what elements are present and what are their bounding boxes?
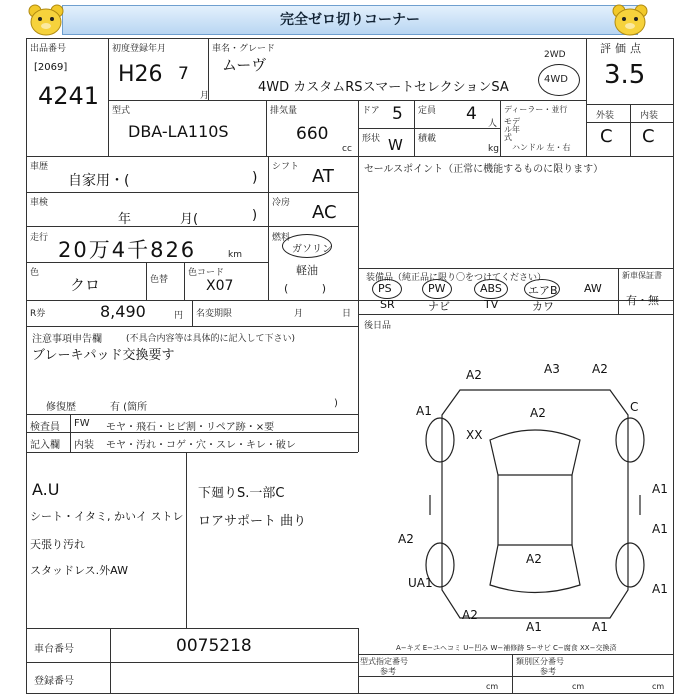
cm-unit: cm [486,682,499,691]
inspection-month: 月( [180,212,199,227]
model-year-label: モデル年式 [504,117,520,142]
equip-abs: ABS [480,282,502,295]
exterior-label: 外装 [596,111,615,121]
fuel-label: 燃料 [272,233,291,243]
equip-airbag: エアB [528,284,558,297]
remark-right-2: ロアサポート 曲り [198,514,307,529]
mark-a1-bottom: A1 [526,620,542,634]
model-designation-label: 型式指定番号 [360,657,408,666]
model-designation-ref: 参考 [380,667,396,676]
first-reg-era: H26 [118,62,163,87]
name-change-day: 日 [342,309,352,319]
lot-number: 4241 [38,82,100,110]
capacity-unit: 人 [488,119,498,129]
mileage-value: 20万4千826 [58,238,197,262]
fuel-gasoline: ガソリン [292,244,332,255]
chassis-value: 0075218 [176,636,252,656]
color-code-value: X07 [206,278,234,294]
inspection-year: 年 [118,212,132,227]
car-name: ムーヴ [222,56,267,74]
equip-circle-mark [474,279,508,299]
mark-a2-front: A2 [466,368,482,382]
registration-label: 登録番号 [34,676,74,687]
exterior-grade: C [600,126,613,147]
equip-tv: TV [484,298,499,311]
capacity-label: 定員 [418,106,437,116]
mark-a1-right: A1 [652,482,668,496]
drive-2wd: 2WD [544,50,566,60]
selling-points-label: セールスポイント（正常に機能するものに限ります） [364,164,604,175]
equip-aw: AW [584,282,602,295]
recycle-unit: 円 [174,311,184,321]
chassis-label: 車台番号 [34,644,74,655]
recycle-label: R券 [30,309,46,319]
banner-title: 完全ゼロ切りコーナー [62,5,638,35]
dealer-label: ディーラー・並行 [504,105,568,114]
shape-value: W [388,136,403,154]
mark-a1-front-left: A1 [416,404,432,418]
mark-a2-left: A2 [398,532,414,546]
equip-circle-mark [422,279,452,299]
equipment-label: 装備品（純正品に限り〇をつけてください） [366,273,547,283]
mark-a2-hood: A2 [530,406,546,420]
recycle-value: 8,490 [100,302,146,321]
name-change-month: 月 [294,309,304,319]
displacement-label: 排気量 [270,106,298,116]
equip-ps: PS [378,282,392,295]
mark-a2-bottom: A2 [462,608,478,622]
first-reg-unit: 月 [200,91,210,101]
equip-navi: ナビ [428,300,450,313]
first-reg-month: 7 [178,64,189,84]
aircon-value: AC [312,202,337,223]
mark-ua1: UA1 [408,576,433,590]
lot-code: [2069] [34,62,68,73]
mark-a2-rear: A2 [526,552,542,566]
remark-left-1: A.U [32,480,60,499]
loading-label: 積載 [418,134,437,144]
bear-mascot-icon [26,3,66,37]
score-value: 3.5 [604,60,646,90]
inspection-label: 車検 [30,198,49,208]
equip-leather: カワ [532,300,554,313]
notes-text: ブレーキパッド交換要す [32,348,175,363]
record-label: 記入欄 [30,440,60,451]
remark-right-1: 下廻りS.一部C [198,486,285,501]
color-code-label: 色コード [188,268,225,278]
model-value: DBA-LA110S [128,122,229,141]
capacity-value: 4 [466,104,477,124]
remark-left-3: 天張り汚れ [30,538,85,551]
interior-head: 内装 [74,440,94,451]
shift-label: シフト [272,162,300,172]
history-label: 車歴 [30,162,49,172]
warranty-label: 新車保証書 [622,271,662,280]
history-value: 自家用・( [68,173,130,189]
legend: A−キズ E−ユヘコミ U−凹み W−補修跡 S−サビ C−腐食 XX−交換済 [396,644,617,652]
model-label: 型式 [112,106,131,116]
inspection-close: ) [252,208,258,223]
lot-label: 出品番号 [30,44,67,54]
drive-4wd: 4WD [544,74,568,85]
mark-a1-rear-right: A1 [652,582,668,596]
first-reg-label: 初度登録年月 [112,44,167,54]
equip-pw: PW [428,282,446,295]
fw-head: FW [74,418,90,429]
category-label: 類別区分番号 [516,657,564,666]
fuel-other: ( ) [284,282,327,295]
bear-mascot-icon [610,3,650,37]
color-value: クロ [70,276,101,294]
doors-label: ドア [362,106,380,116]
remark-left-4: スタッドレス.外AW [30,564,128,577]
remark-left-2: シート・イタミ, かいイ ストレ [30,510,184,523]
shape-label: 形状 [362,134,381,144]
inspector-label: 検査員 [30,422,60,433]
mark-c: C [630,400,639,414]
cm-unit: cm [572,682,585,691]
name-change-label: 名変期限 [196,309,233,319]
mark-a1-right-rear: A1 [652,522,668,536]
interior-label: 内装 [640,111,659,121]
mileage-unit: km [228,250,242,260]
fuel-diesel: 軽油 [296,264,318,277]
score-label: 評価点 [600,42,645,55]
cm-unit: cm [652,682,665,691]
color-label: 色 [30,268,40,278]
repair-value: 有 (箇所 [110,402,148,413]
mark-a3: A3 [544,362,560,376]
aircon-label: 冷房 [272,198,291,208]
repair-label: 修復歴 [46,402,76,413]
mark-a1-bottom-right: A1 [592,620,608,634]
mileage-label: 走行 [30,233,49,243]
notes-sub: (不具合内容等は具体的に記入して下さい) [126,334,296,344]
fw-options: モヤ・飛石・ヒビ割・リペア跡・×要 [106,422,275,433]
equip-circle-mark [524,279,560,299]
interior-grade: C [642,126,655,147]
loading-unit: kg [488,144,499,154]
handle-label: ハンドル 左・右 [512,143,571,152]
interior-options: モヤ・汚れ・コゲ・穴・スレ・キレ・破レ [106,440,296,451]
shift-value: AT [312,166,334,187]
history-close: ) [252,170,258,186]
equip-sr: SR [380,298,395,311]
color-change-label: 色替 [150,275,169,285]
notes-label: 注意事項申告欄 [32,334,102,345]
mark-xx: XX [466,428,483,442]
car-grade: 4WD カスタムRSスマートセレクションSA [258,80,509,95]
equip-circle-mark [372,279,402,299]
doors-value: 5 [392,104,403,124]
car-label: 車名・グレード [212,44,276,54]
mark-a2-front-right: A2 [592,362,608,376]
displacement-value: 660 [296,124,329,144]
warranty-value: 有・無 [626,294,659,307]
displacement-unit: cc [342,144,352,154]
later-label: 後日品 [364,321,392,331]
category-ref: 参考 [540,667,556,676]
repair-close: ) [334,398,338,409]
